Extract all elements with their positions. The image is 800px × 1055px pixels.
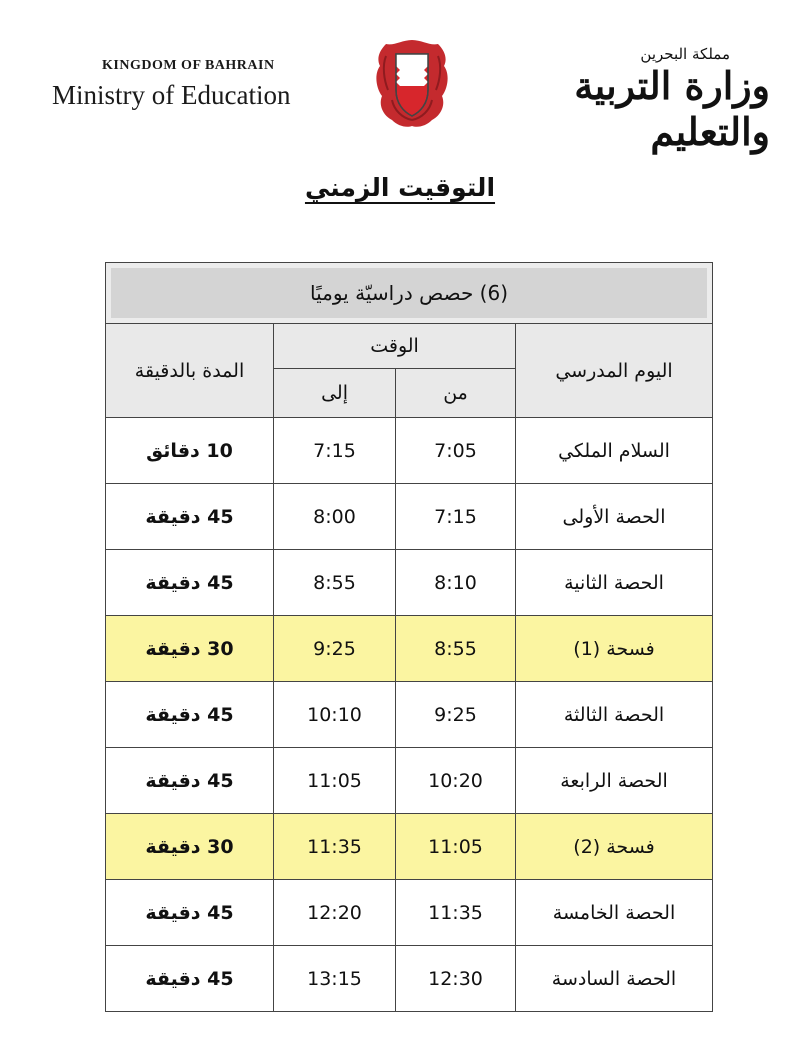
table-banner: (6) حصص دراسيّة يوميًا [106, 263, 713, 324]
period-name-cell: الحصة الثانية [516, 550, 713, 616]
ministry-label-en: Ministry of Education [52, 80, 291, 110]
english-ministry-name [52, 58, 352, 111]
end-time-cell: 11:35 [274, 814, 396, 880]
period-name-cell: فسحة (2) [516, 814, 713, 880]
kingdom-label-en: KINGDOM OF BAHRAIN [102, 58, 275, 73]
start-time-cell: 9:25 [396, 682, 516, 748]
duration-cell: 30 دقيقة [106, 814, 274, 880]
period-name-cell: الحصة الرابعة [516, 748, 713, 814]
duration-cell: 45 دقيقة [106, 484, 274, 550]
period-name-cell: الحصة السادسة [516, 946, 713, 1012]
header-school-day: اليوم المدرسي [516, 324, 713, 418]
break-row [106, 814, 713, 880]
page-header [0, 0, 800, 154]
header-to: إلى [274, 369, 396, 418]
end-time-cell: 9:25 [274, 616, 396, 682]
period-name-cell: السلام الملكي [516, 418, 713, 484]
period-name-cell: فسحة (1) [516, 616, 713, 682]
period-name-cell: الحصة الأولى [516, 484, 713, 550]
page-title: التوقيت الزمني [304, 173, 496, 202]
start-time-cell: 8:10 [396, 550, 516, 616]
table-row [106, 682, 713, 748]
start-time-cell: 7:05 [396, 418, 516, 484]
period-name-cell: الحصة الخامسة [516, 880, 713, 946]
header-from: من [396, 369, 516, 418]
period-name-cell: الحصة الثالثة [516, 682, 713, 748]
table-row [106, 484, 713, 550]
end-time-cell: 8:55 [274, 550, 396, 616]
duration-cell: 10 دقائق [106, 418, 274, 484]
schedule-rows [106, 418, 713, 1012]
table-row [106, 748, 713, 814]
end-time-cell: 13:15 [274, 946, 396, 1012]
duration-cell: 45 دقيقة [106, 748, 274, 814]
header-time: الوقت [274, 324, 516, 369]
duration-cell: 45 دقيقة [106, 550, 274, 616]
end-time-cell: 7:15 [274, 418, 396, 484]
start-time-cell: 8:55 [396, 616, 516, 682]
duration-cell: 30 دقيقة [106, 616, 274, 682]
duration-cell: 45 دقيقة [106, 880, 274, 946]
schedule-table [105, 262, 713, 1012]
table-row [106, 418, 713, 484]
ministry-label-ar: وزارة التربية والتعليم [574, 63, 770, 154]
start-time-cell: 12:30 [396, 946, 516, 1012]
table-row [106, 946, 713, 1012]
start-time-cell: 10:20 [396, 748, 516, 814]
bahrain-emblem-icon [372, 36, 452, 136]
end-time-cell: 11:05 [274, 748, 396, 814]
duration-cell: 45 دقيقة [106, 946, 274, 1012]
start-time-cell: 11:05 [396, 814, 516, 880]
start-time-cell: 11:35 [396, 880, 516, 946]
kingdom-label-ar: مملكة البحرين [640, 45, 730, 63]
table-row [106, 550, 713, 616]
table-row [106, 880, 713, 946]
start-time-cell: 7:15 [396, 484, 516, 550]
end-time-cell: 12:20 [274, 880, 396, 946]
end-time-cell: 8:00 [274, 484, 396, 550]
break-row [106, 616, 713, 682]
arabic-ministry-name [470, 45, 770, 155]
end-time-cell: 10:10 [274, 682, 396, 748]
header-duration: المدة بالدقيقة [106, 324, 274, 418]
duration-cell: 45 دقيقة [106, 682, 274, 748]
